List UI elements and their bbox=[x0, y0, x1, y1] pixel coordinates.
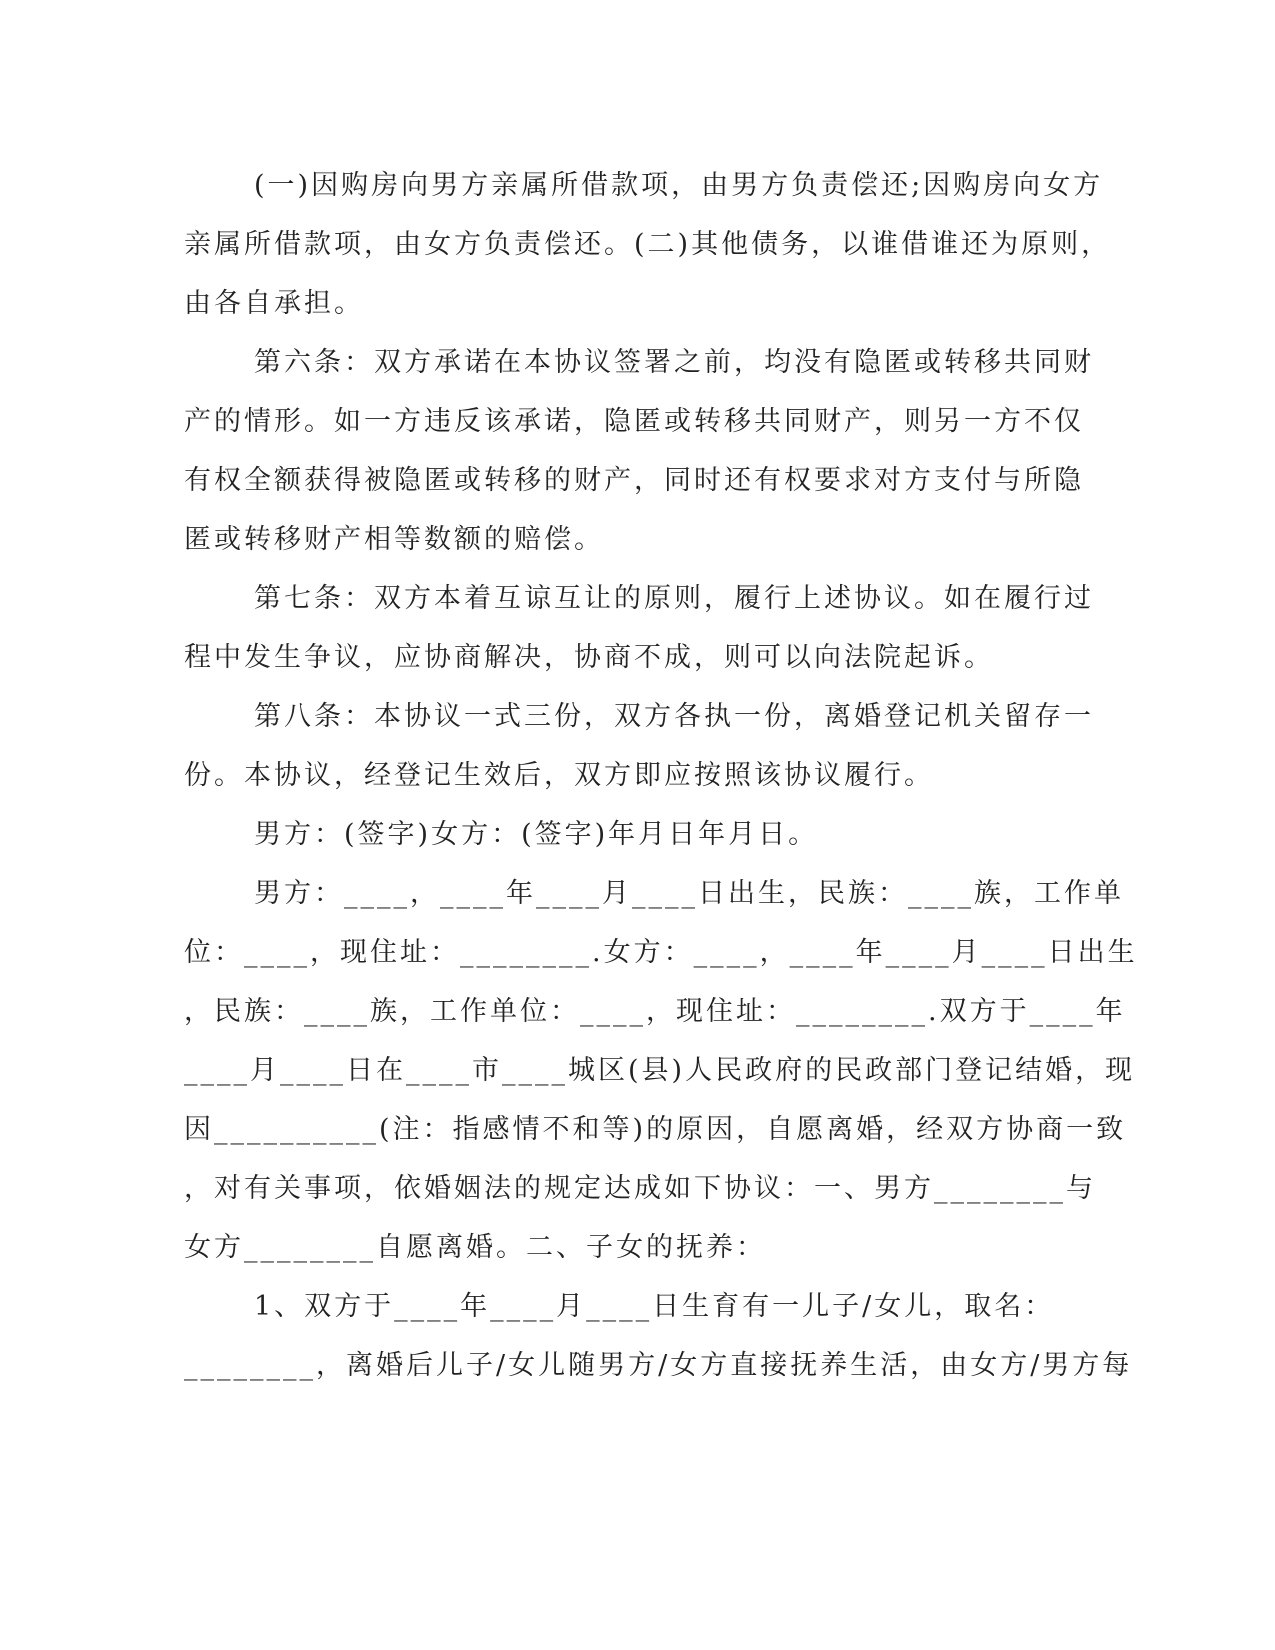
text-line: 位：____，现住址：________.女方：____，____年____月____日出生 bbox=[184, 937, 1138, 968]
text-line: 第七条：双方本着互谅互让的原则，履行上述协议。如在履行过 bbox=[254, 583, 1094, 614]
text-line: 第六条：双方承诺在本协议签署之前，均没有隐匿或转移共同财 bbox=[254, 347, 1094, 378]
text-line: 男方：(签字)女方：(签字)年月日年月日。 bbox=[254, 819, 819, 850]
text-line: 有权全额获得被隐匿或转移的财产，同时还有权要求对方支付与所隐 bbox=[184, 465, 1084, 496]
text-line: ，对有关事项，依婚姻法的规定达成如下协议：一、男方________与 bbox=[184, 1173, 1096, 1204]
text-line: ，民族：____族，工作单位：____，现住址：________.双方于____年 bbox=[184, 996, 1126, 1027]
text-line: 因__________(注：指感情不和等)的原因，自愿离婚，经双方协商一致 bbox=[184, 1114, 1127, 1145]
text-line: ____月____日在____市____城区(县)人民政府的民政部门登记结婚，现 bbox=[184, 1055, 1136, 1086]
text-line: 产的情形。如一方违反该承诺，隐匿或转移共同财产，则另一方不仅 bbox=[184, 406, 1084, 437]
text-line: 亲属所借款项，由女方负责偿还。(二)其他债务，以谁借谁还为原则， bbox=[184, 229, 1112, 260]
text-line: (一)因购房向男方亲属所借款项，由男方负责偿还;因购房向女方 bbox=[254, 170, 1104, 201]
text-line: 男方：____，____年____月____日出生，民族：____族，工作单 bbox=[254, 878, 1124, 909]
text-line: 份。本协议，经登记生效后，双方即应按照该协议履行。 bbox=[184, 760, 934, 791]
document-body bbox=[184, 156, 1138, 1395]
text-line: 程中发生争议，应协商解决，协商不成，则可以向法院起诉。 bbox=[184, 642, 994, 673]
text-line: 第八条：本协议一式三份，双方各执一份，离婚登记机关留存一 bbox=[254, 701, 1094, 732]
text-line: 女方________自愿离婚。二、子女的抚养： bbox=[184, 1232, 766, 1263]
text-line: ________，离婚后儿子/女儿随男方/女方直接抚养生活，由女方/男方每 bbox=[184, 1350, 1133, 1381]
text-line: 由各自承担。 bbox=[184, 288, 364, 319]
text-line: 1、双方于____年____月____日生育有一儿子/女儿，取名： bbox=[254, 1291, 1055, 1322]
text-line: 匿或转移财产相等数额的赔偿。 bbox=[184, 524, 604, 555]
